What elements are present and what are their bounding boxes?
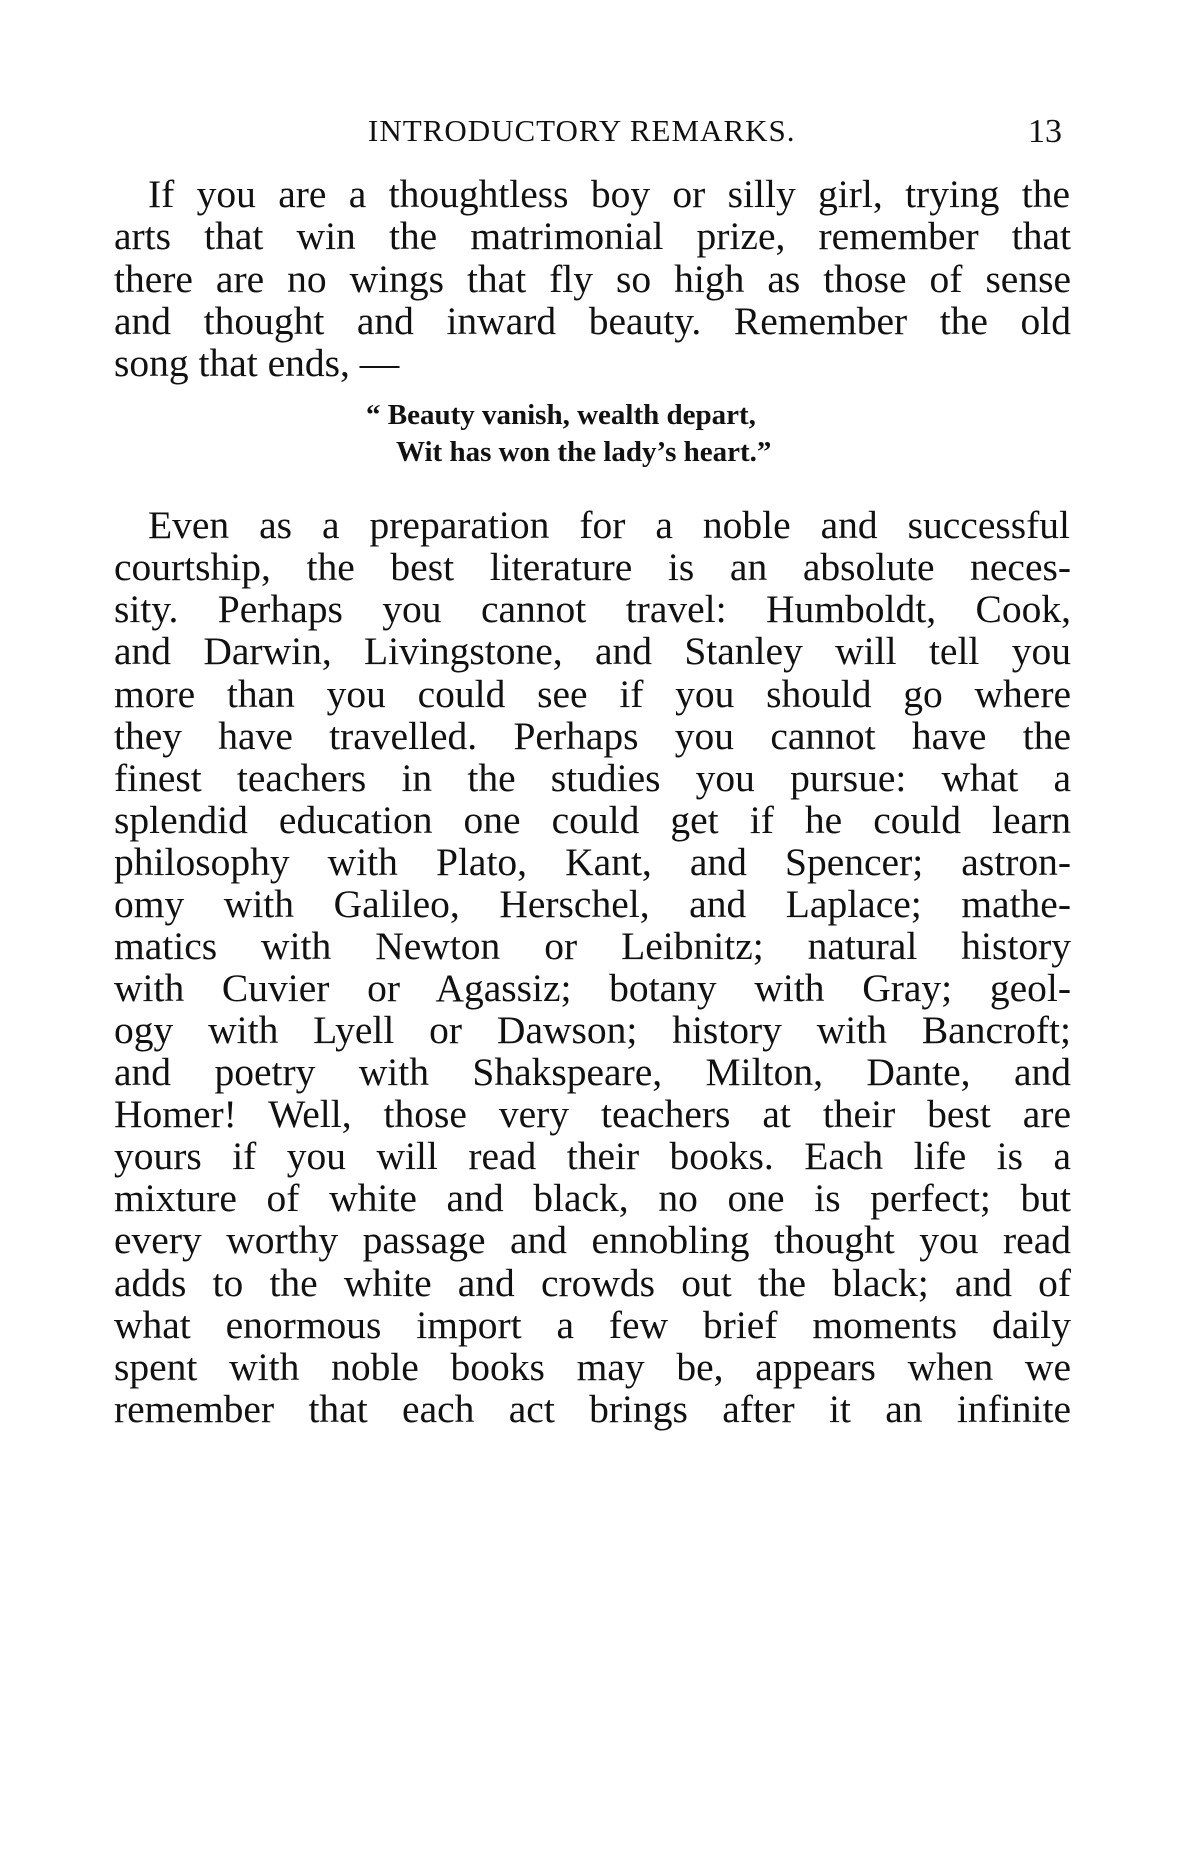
paragraph-line: mixture of white and black, no one is perfect; but bbox=[114, 1176, 1071, 1220]
paragraph-line: song that ends, — bbox=[114, 341, 400, 385]
paragraph-line: ogy with Lyell or Dawson; history with Bancroft; bbox=[114, 1008, 1071, 1052]
paragraph-line: courtship, the best literature is an absolute neces- bbox=[114, 545, 1071, 589]
paragraph-line: matics with Newton or Leibnitz; natural history bbox=[114, 924, 1071, 968]
paragraph-line: sity. Perhaps you cannot travel: Humboldt, Cook, bbox=[114, 587, 1071, 631]
paragraph-line: spent with noble books may be, appears when we bbox=[114, 1345, 1071, 1389]
paragraph-line: every worthy passage and ennobling thought you read bbox=[114, 1218, 1071, 1262]
paragraph-line: what enormous import a few brief moments daily bbox=[114, 1303, 1071, 1347]
running-header: INTRODUCTORY REMARKS. bbox=[368, 113, 796, 148]
paragraph-line: more than you could see if you should go where bbox=[114, 672, 1071, 716]
paragraph-line: and thought and inward beauty. Remember the old bbox=[114, 299, 1071, 343]
paragraph-line: there are no wings that fly so high as those of sense bbox=[114, 257, 1071, 301]
paragraph-line: Homer! Well, those very teachers at their best are bbox=[114, 1092, 1071, 1136]
paragraph-line: with Cuvier or Agassiz; botany with Gray; geol- bbox=[114, 966, 1071, 1010]
paragraph-line: finest teachers in the studies you pursue: what a bbox=[114, 756, 1071, 800]
verse-line: Wit has won the lady’s heart.” bbox=[396, 436, 772, 468]
paragraph-line: and poetry with Shakspeare, Milton, Dante, and bbox=[114, 1050, 1071, 1094]
paragraph-line: omy with Galileo, Herschel, and Laplace; mathe- bbox=[114, 882, 1071, 926]
paragraph-line: adds to the white and crowds out the black; and of bbox=[114, 1261, 1071, 1305]
verse-line: “ Beauty vanish, wealth depart, bbox=[366, 399, 756, 431]
paragraph-line: splendid education one could get if he could learn bbox=[114, 798, 1071, 842]
paragraph-line: philosophy with Plato, Kant, and Spencer; astron- bbox=[114, 840, 1071, 884]
paragraph-line: yours if you will read their books. Each life is a bbox=[114, 1134, 1071, 1178]
paragraph-line: remember that each act brings after it an infinite bbox=[114, 1387, 1071, 1431]
page-number: 13 bbox=[1028, 113, 1062, 150]
paragraph-line: If you are a thoughtless boy or silly girl, trying the bbox=[148, 172, 1070, 216]
paragraph-line: and Darwin, Livingstone, and Stanley will tell you bbox=[114, 629, 1071, 673]
paragraph-line: they have travelled. Perhaps you cannot have the bbox=[114, 714, 1071, 758]
paragraph-line: Even as a preparation for a noble and successful bbox=[148, 503, 1070, 547]
paragraph-line: arts that win the matrimonial prize, remember that bbox=[114, 214, 1071, 258]
